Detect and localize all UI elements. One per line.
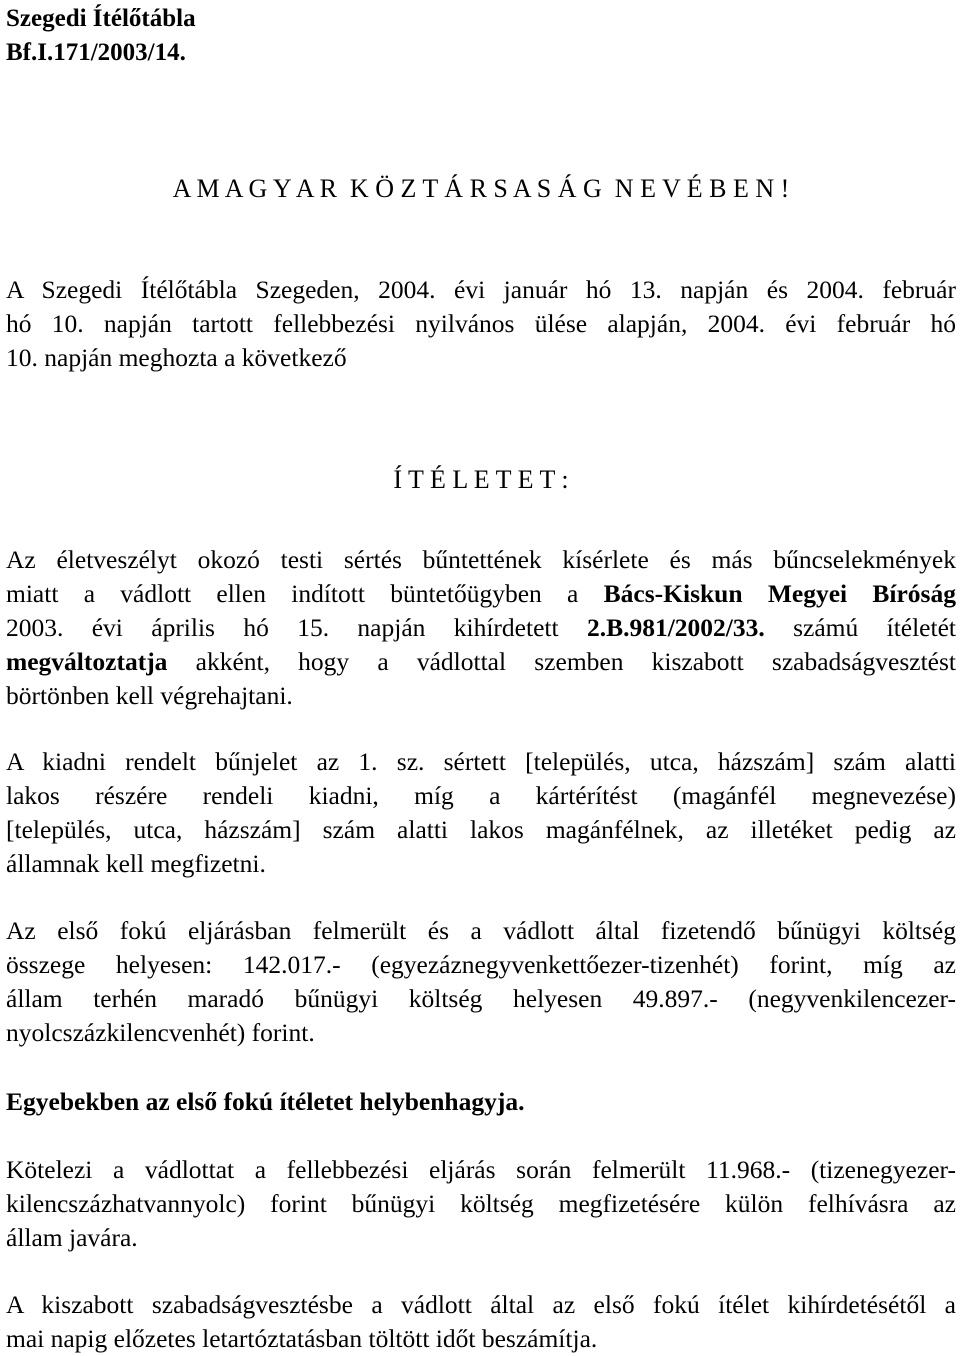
costs-line: összege helyesen: 142.017.- (egyezáznegyvenkettőezer-tizenhét) forint, míg az (6, 950, 956, 979)
verdict-title: Í T É L E T E T : (393, 465, 569, 494)
verdict-text: 2003. évi április hó 15. napján kihírdetett (6, 613, 587, 642)
verdict-keyword: megváltoztatja (6, 647, 168, 676)
evidence-line: államnak kell megfizetni. (6, 849, 266, 878)
evidence-line: A kiadni rendelt bűnjelet az 1. sz. sértett [település, utca, házszám] szám alatti (6, 747, 956, 776)
appeal-costs-line: Kötelezi a vádlottat a fellebbezési eljárás során felmerült 11.968.- (tizenegyezer- (6, 1155, 956, 1184)
costs-paragraph (6, 914, 956, 1050)
intro-line: 10. napján meghozta a következő (6, 343, 347, 372)
verdict-text: miatt a vádlott ellen indított büntetőügyben a (6, 579, 604, 608)
detention-line: A kiszabott szabadságvesztésbe a vádlott által az első fokú ítélet kihírdetésétől a (6, 1290, 956, 1319)
lower-case-number: 2.B.981/2002/33. (586, 613, 765, 642)
court-name: Szegedi Ítélőtábla (6, 5, 196, 32)
evidence-line: [település, utca, házszám] szám alatti lakos magánfélnek, az illetéket pedig az (6, 815, 956, 844)
verdict-text: számú ítéletét (764, 613, 956, 642)
costs-line: állam terhén maradó bűnügyi költség helyesen 49.897.- (negyvenkilencezer- (6, 984, 956, 1013)
lower-court-name: Bács-Kiskun Megyei Bíróság (603, 579, 956, 608)
case-number: Bf.I.171/2003/14. (6, 39, 186, 66)
proclamation-heading: A M A G Y A R K Ö Z T Á R S A S Á G N E V É B E N ! (172, 174, 790, 203)
costs-line: nyolcszázkilencvenhét) forint. (6, 1018, 315, 1047)
detention-line: mai napig előzetes letartóztatásban töltött időt beszámítja. (6, 1324, 598, 1353)
verdict-line (6, 577, 956, 611)
intro-paragraph (6, 273, 956, 375)
appeal-costs-paragraph (6, 1153, 956, 1255)
document-header (6, 2, 196, 70)
detention-paragraph (6, 1288, 956, 1356)
verdict-paragraph (6, 543, 956, 713)
verdict-line (6, 611, 956, 645)
appeal-costs-line: kilencszázhatvannyolc) forint bűnügyi költség megfizetésére külön felhívásra az (6, 1189, 956, 1218)
intro-line: A Szegedi Ítélőtábla Szegeden, 2004. évi január hó 13. napján és 2004. február (6, 275, 956, 304)
appeal-costs-line: állam javára. (6, 1223, 138, 1252)
costs-line: Az első fokú eljárásban felmerült és a vádlott által fizetendő bűnügyi költség (6, 916, 956, 945)
verdict-line: börtönben kell végrehajtani. (6, 681, 293, 710)
intro-line: hó 10. napján tartott fellebbezési nyilvános ülése alapján, 2004. évi február hó (6, 309, 956, 338)
verdict-text: akként, hogy a vádlottal szemben kiszabott szabadságvesztést (167, 647, 956, 676)
verdict-line (6, 645, 956, 679)
evidence-line: lakos részére rendeli kiadni, míg a kártérítést (magánfél megnevezése) (6, 781, 956, 810)
upheld-statement: Egyebekben az első fokú ítéletet helybenhagyja. (6, 1087, 525, 1116)
evidence-paragraph (6, 745, 956, 881)
verdict-line: Az életveszélyt okozó testi sértés bűntettének kísérlete és más bűncselekmények (6, 545, 956, 574)
